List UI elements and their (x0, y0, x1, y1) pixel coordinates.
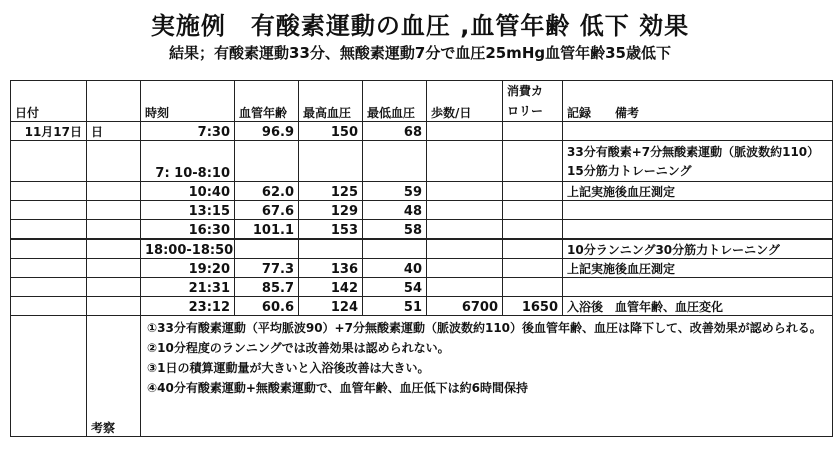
cell-vascular-age: 96.9 (235, 122, 299, 141)
table-row (11, 182, 833, 201)
cell-day (87, 182, 141, 201)
cell-vascular-age: 101.1 (235, 220, 299, 240)
cell-steps (427, 220, 503, 240)
cell-record: 10分ランニング30分筋力トレーニング (563, 239, 833, 259)
header-day (87, 81, 141, 122)
header-calories (503, 81, 563, 122)
observations-empty-cell (11, 316, 87, 437)
cell-record (563, 122, 833, 141)
cell-time: 23:12 (141, 297, 235, 316)
cell-min-bp: 51 (363, 297, 427, 316)
cell-steps (427, 122, 503, 141)
cell-day (87, 297, 141, 316)
cell-max-bp: 124 (299, 297, 363, 316)
cell-date: 11月17日 (11, 122, 87, 141)
cell-date (11, 182, 87, 201)
cell-max-bp: 125 (299, 182, 363, 201)
cell-calories (503, 239, 563, 259)
observation-line: ②10分程度のランニングでは改善効果は認められない。 (147, 341, 450, 355)
cell-date (11, 141, 87, 182)
cell-vascular-age: 62.0 (235, 182, 299, 201)
cell-min-bp: 59 (363, 182, 427, 201)
header-min-bp: 最低血圧 (363, 81, 427, 122)
table-row (11, 297, 833, 316)
observation-line: ①33分有酸素運動（平均脈波90）+7分無酸素運動（脈波数約110）後血管年齢、血圧は降下して、改善効果が認められる。 (147, 321, 822, 335)
observations-row (11, 316, 833, 437)
table-row (11, 122, 833, 141)
cell-steps (427, 239, 503, 259)
header-calories-bottom: ロリー (507, 104, 544, 118)
table-row (11, 201, 833, 220)
cell-max-bp: 150 (299, 122, 363, 141)
cell-steps (427, 141, 503, 182)
cell-date (11, 278, 87, 297)
cell-vascular-age (235, 141, 299, 182)
cell-record: 33分有酸素+7分無酸素運動（脈波数約110） 15分筋力トレーニング (563, 141, 833, 182)
observations-label: 考察 (87, 316, 141, 437)
table-row (11, 259, 833, 278)
cell-time: 21:31 (141, 278, 235, 297)
cell-max-bp (299, 239, 363, 259)
cell-steps (427, 182, 503, 201)
cell-max-bp: 129 (299, 201, 363, 220)
cell-record (563, 278, 833, 297)
header-steps: 歩数/日 (427, 81, 503, 122)
cell-day (87, 278, 141, 297)
cell-min-bp: 48 (363, 201, 427, 220)
table-header-row (11, 81, 833, 122)
cell-min-bp (363, 141, 427, 182)
cell-steps (427, 201, 503, 220)
cell-min-bp: 40 (363, 259, 427, 278)
cell-min-bp: 54 (363, 278, 427, 297)
cell-calories (503, 259, 563, 278)
cell-date (11, 201, 87, 220)
page-subtitle: 結果；有酸素運動33分、無酸素運動7分で血圧25mHg血管年齢35歳低下 (169, 44, 671, 62)
header-record: 記録 備考 (563, 81, 833, 122)
cell-day (87, 259, 141, 278)
cell-steps: 6700 (427, 297, 503, 316)
cell-day (87, 201, 141, 220)
cell-time: 18:00-18:50 (141, 239, 235, 259)
observations-notes (141, 316, 833, 437)
cell-steps (427, 259, 503, 278)
cell-time: 10:40 (141, 182, 235, 201)
cell-time: 19:20 (141, 259, 235, 278)
cell-time: 13:15 (141, 201, 235, 220)
cell-vascular-age (235, 239, 299, 259)
cell-vascular-age: 67.6 (235, 201, 299, 220)
cell-calories (503, 201, 563, 220)
observation-line: ④40分有酸素運動+無酸素運動で、血管年齢、血圧低下は約6時間保持 (147, 381, 529, 395)
cell-max-bp (299, 141, 363, 182)
header-date: 日付 (11, 81, 87, 122)
cell-vascular-age: 77.3 (235, 259, 299, 278)
cell-calories (503, 122, 563, 141)
cell-day (87, 141, 141, 182)
cell-min-bp (363, 239, 427, 259)
cell-day: 日 (87, 122, 141, 141)
results-table (10, 80, 833, 437)
cell-min-bp: 68 (363, 122, 427, 141)
cell-time: 7: 10-8:10 (141, 141, 235, 182)
observation-line: ③1日の積算運動量が大きいと入浴後改善は大きい。 (147, 361, 430, 375)
table-row (11, 239, 833, 259)
cell-date (11, 220, 87, 240)
cell-vascular-age: 60.6 (235, 297, 299, 316)
table-row (11, 278, 833, 297)
cell-max-bp: 136 (299, 259, 363, 278)
cell-min-bp: 58 (363, 220, 427, 240)
header-max-bp: 最高血圧 (299, 81, 363, 122)
table-row (11, 141, 833, 182)
cell-calories: 1650 (503, 297, 563, 316)
cell-calories (503, 182, 563, 201)
cell-date (11, 239, 87, 259)
cell-steps (427, 278, 503, 297)
cell-day (87, 220, 141, 240)
header-time: 時刻 (141, 81, 235, 122)
cell-day (87, 239, 141, 259)
cell-calories (503, 278, 563, 297)
cell-record: 上記実施後血圧測定 (563, 182, 833, 201)
cell-record (563, 201, 833, 220)
header-calories-top: 消費カ (507, 84, 544, 98)
cell-date (11, 259, 87, 278)
cell-time: 7:30 (141, 122, 235, 141)
header-vascular-age: 血管年齢 (235, 81, 299, 122)
cell-calories (503, 220, 563, 240)
page-title: 実施例 有酸素運動の血圧 ,血管年齢 低下 効果 (150, 12, 690, 40)
cell-time: 16:30 (141, 220, 235, 240)
cell-record: 入浴後 血管年齢、血圧変化 (563, 297, 833, 316)
cell-calories (503, 141, 563, 182)
cell-max-bp: 153 (299, 220, 363, 240)
cell-record: 上記実施後血圧測定 (563, 259, 833, 278)
cell-record (563, 220, 833, 240)
cell-max-bp: 142 (299, 278, 363, 297)
table-row (11, 220, 833, 240)
cell-vascular-age: 85.7 (235, 278, 299, 297)
cell-date (11, 297, 87, 316)
